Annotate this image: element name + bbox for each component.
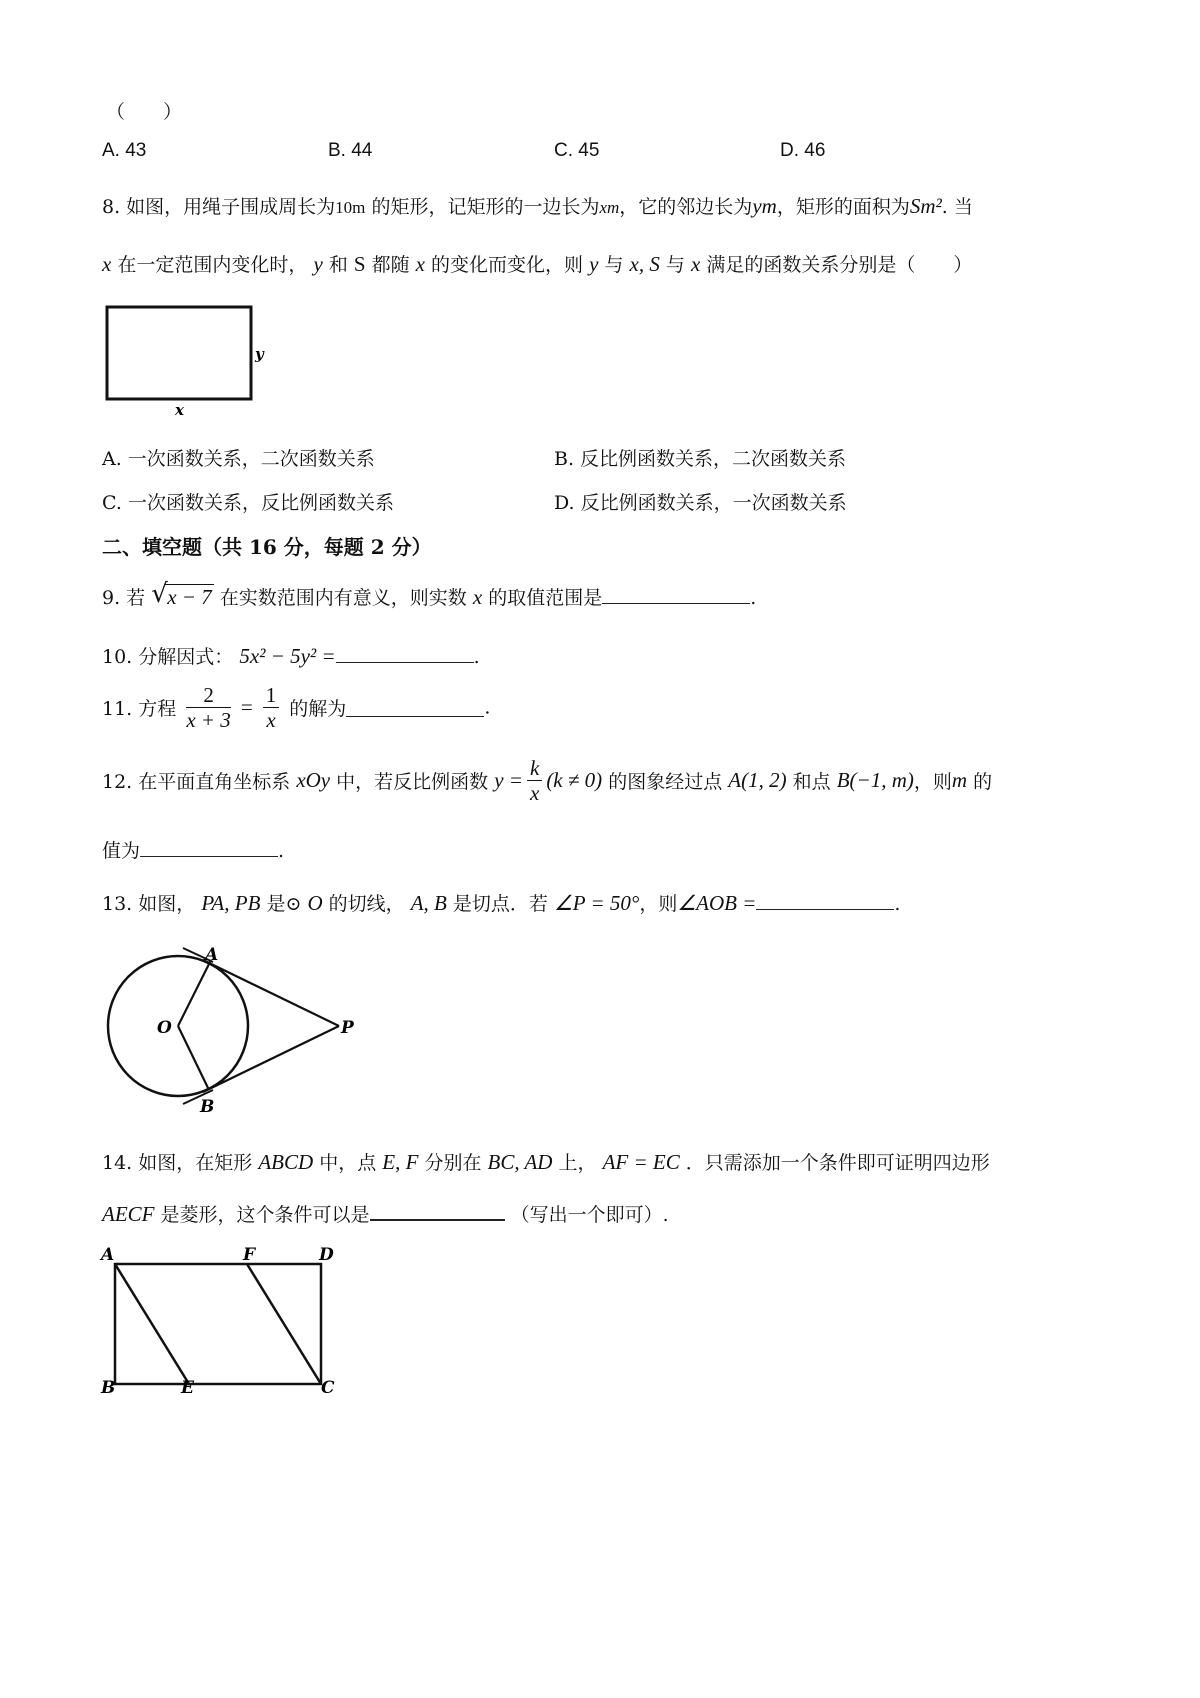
q9-end: . [750, 587, 757, 609]
section-title: 二、填空题（共 16 分，每题 2 分） [102, 535, 432, 559]
q13-fig-label-p: P [341, 1018, 354, 1038]
q8-text: ，矩形的面积为 [776, 196, 910, 218]
q8-stem-line2 [102, 250, 972, 277]
q8-text: . 当 [941, 196, 973, 218]
q11-eq: = [240, 695, 253, 719]
q11-end: . [484, 696, 491, 719]
q14-ef: E, F [382, 1150, 419, 1174]
q10-expr: 5x² − 5y² = [239, 644, 336, 668]
q14-text: 上， [558, 1152, 597, 1174]
q8-var: y [589, 252, 599, 276]
q12-xoy: xOy [296, 768, 331, 792]
q12-m: m [951, 768, 968, 792]
q11-text: 的解为 [289, 698, 347, 720]
q12-point-a: A(1, 2) [728, 768, 787, 792]
q9-answer-blank[interactable] [602, 585, 750, 604]
q14-fig-label-c: C [321, 1378, 335, 1398]
q8-text: ，它的邻边长为 [619, 196, 753, 218]
q8-text: 与 [665, 254, 685, 276]
q8-fig-label-y: y [255, 345, 264, 363]
q13-text: 是⊙ [266, 893, 302, 915]
q14-text: 是菱形，这个条件可以是 [160, 1204, 370, 1226]
q8-var: x [690, 252, 701, 276]
q13-o: O [307, 891, 323, 915]
q8-stem-line1 [102, 192, 973, 219]
q14-text: 14. 如图，在矩形 [102, 1152, 253, 1174]
q8-option-a[interactable]: A. 一次函数关系，二次函数关系 [102, 448, 375, 470]
q7-option-b[interactable]: B. 44 [328, 140, 373, 161]
q12-stem-line2 [102, 836, 284, 863]
q13-answer-blank[interactable] [756, 891, 894, 910]
q8-text: 8. 如图，用绳子围成周长为 [102, 196, 336, 218]
q11-num1: 2 [186, 683, 231, 708]
q8-area: Sm² [909, 194, 942, 218]
q13-text: 是切点．若 [452, 893, 548, 915]
q8-side-y: ym [752, 194, 777, 218]
q12-cond: (k ≠ 0) [546, 768, 603, 792]
q9-var: x [472, 585, 483, 609]
q8-option-b[interactable]: B. 反比例函数关系，二次函数关系 [554, 448, 847, 470]
q13-angle-p: ∠P = 50° [553, 891, 640, 915]
q8-var: x, S [629, 252, 660, 276]
q8-fig-label-x: x [175, 401, 184, 419]
q8-text: 与 [604, 254, 624, 276]
q14-aecf: AECF [102, 1202, 155, 1226]
q9-sqrt [151, 579, 214, 610]
q11-fraction-left [186, 683, 231, 732]
q8-rectangle-figure [100, 300, 290, 425]
q12-text: 12. 在平面直角坐标系 [102, 771, 291, 793]
q14-text: ．只需添加一个条件即可证明四边形 [685, 1152, 990, 1174]
q13-stem [102, 889, 900, 916]
q14-bc-ad: BC, AD [487, 1150, 553, 1174]
q12-fraction [527, 756, 542, 805]
q12-den: x [529, 781, 540, 805]
q13-text: 13. 如图， [102, 893, 196, 915]
q13-end: . [894, 893, 901, 915]
q14-stem-line1 [102, 1148, 990, 1175]
q12-text: 和点 [792, 771, 831, 793]
q8-perimeter: 10m [335, 198, 366, 217]
q8-var: x [102, 252, 112, 276]
q14-text: 分别在 [424, 1152, 482, 1174]
q13-circle-figure [95, 940, 375, 1120]
q11-stem [102, 683, 490, 732]
q8-var: S [353, 252, 366, 276]
q13-fig-label-b: B [200, 1097, 215, 1117]
q9-text: 在实数范围内有意义，则实数 [219, 587, 467, 609]
q9-radicand: x − 7 [167, 585, 212, 609]
q8-side-x: xm [599, 198, 620, 217]
q14-fig-label-e: E [181, 1378, 194, 1398]
q7-option-c[interactable]: C. 45 [554, 140, 600, 161]
q11-answer-blank[interactable] [346, 698, 484, 717]
q14-stem-line2 [102, 1200, 669, 1227]
q14-rectangle-figure [95, 1240, 355, 1400]
q8-text: 的矩形，记矩形的一边长为 [371, 196, 600, 218]
q13-ab: A, B [410, 891, 447, 915]
q14-abcd: ABCD [258, 1150, 314, 1174]
q12-answer-blank[interactable] [140, 838, 278, 857]
q10-answer-blank[interactable] [336, 644, 474, 663]
q8-option-c[interactable]: C. 一次函数关系，反比例函数关系 [102, 492, 394, 514]
q10-end: . [473, 646, 480, 668]
q13-text: 的切线， [328, 893, 405, 915]
q11-fraction-right [263, 683, 280, 732]
q8-text: 都随 [371, 254, 410, 276]
q13-angle-aob: ∠AOB = [677, 891, 757, 915]
q7-option-a[interactable]: A. 43 [102, 140, 147, 161]
q11-den2: x [266, 708, 276, 732]
q10-stem [102, 642, 480, 669]
q14-af-ec: AF = EC [602, 1150, 680, 1174]
q9-text: 的取值范围是 [488, 587, 603, 609]
q13-tangents: PA, PB [201, 891, 261, 915]
q13-fig-label-a: A [205, 945, 219, 965]
q12-text: 的 [973, 771, 993, 793]
q14-fig-label-a: A [101, 1245, 115, 1265]
q14-fig-label-f: F [243, 1245, 256, 1265]
q12-end: . [278, 840, 285, 862]
q7-option-d[interactable]: D. 46 [780, 140, 826, 161]
q14-text: 中，点 [319, 1152, 377, 1174]
q13-fig-label-o: O [157, 1018, 172, 1038]
q14-fig-label-b: B [101, 1378, 116, 1398]
q8-text: 和 [328, 254, 348, 276]
q11-text: 11. 方程 [102, 698, 177, 720]
q8-text: 在一定范围内变化时， [117, 254, 308, 276]
q8-var: x [415, 252, 425, 276]
q14-answer-blank[interactable] [370, 1201, 505, 1221]
q11-den1: x + 3 [186, 708, 231, 732]
q11-num2: 1 [263, 683, 280, 708]
q10-text: 10. 分解因式： [102, 646, 234, 668]
q8-text: 满足的函数关系分别是（ ） [706, 254, 973, 276]
q12-text: 的图象经过点 [608, 771, 723, 793]
q12-text: 值为 [102, 840, 141, 862]
q12-text: ，则 [913, 771, 952, 793]
q8-text: 的变化而变化，则 [431, 254, 584, 276]
q12-point-b: B(−1, m) [836, 768, 914, 792]
q12-y-eq: y = [494, 768, 523, 792]
q12-text: 中，若反比例函数 [336, 771, 489, 793]
q8-var: y [313, 252, 323, 276]
q9-stem [102, 579, 757, 610]
q14-text: （写出一个即可）. [510, 1204, 669, 1226]
q12-stem-line1 [102, 756, 992, 805]
sqrt-icon: √ [151, 579, 168, 609]
q14-fig-label-d: D [319, 1245, 334, 1265]
q12-num: k [527, 756, 542, 781]
q7-answer-paren: （ ） [106, 101, 183, 123]
q9-text: 9. 若 [102, 587, 146, 609]
q8-option-d[interactable]: D. 反比例函数关系，一次函数关系 [554, 492, 847, 514]
q13-text: ，则 [639, 893, 678, 915]
